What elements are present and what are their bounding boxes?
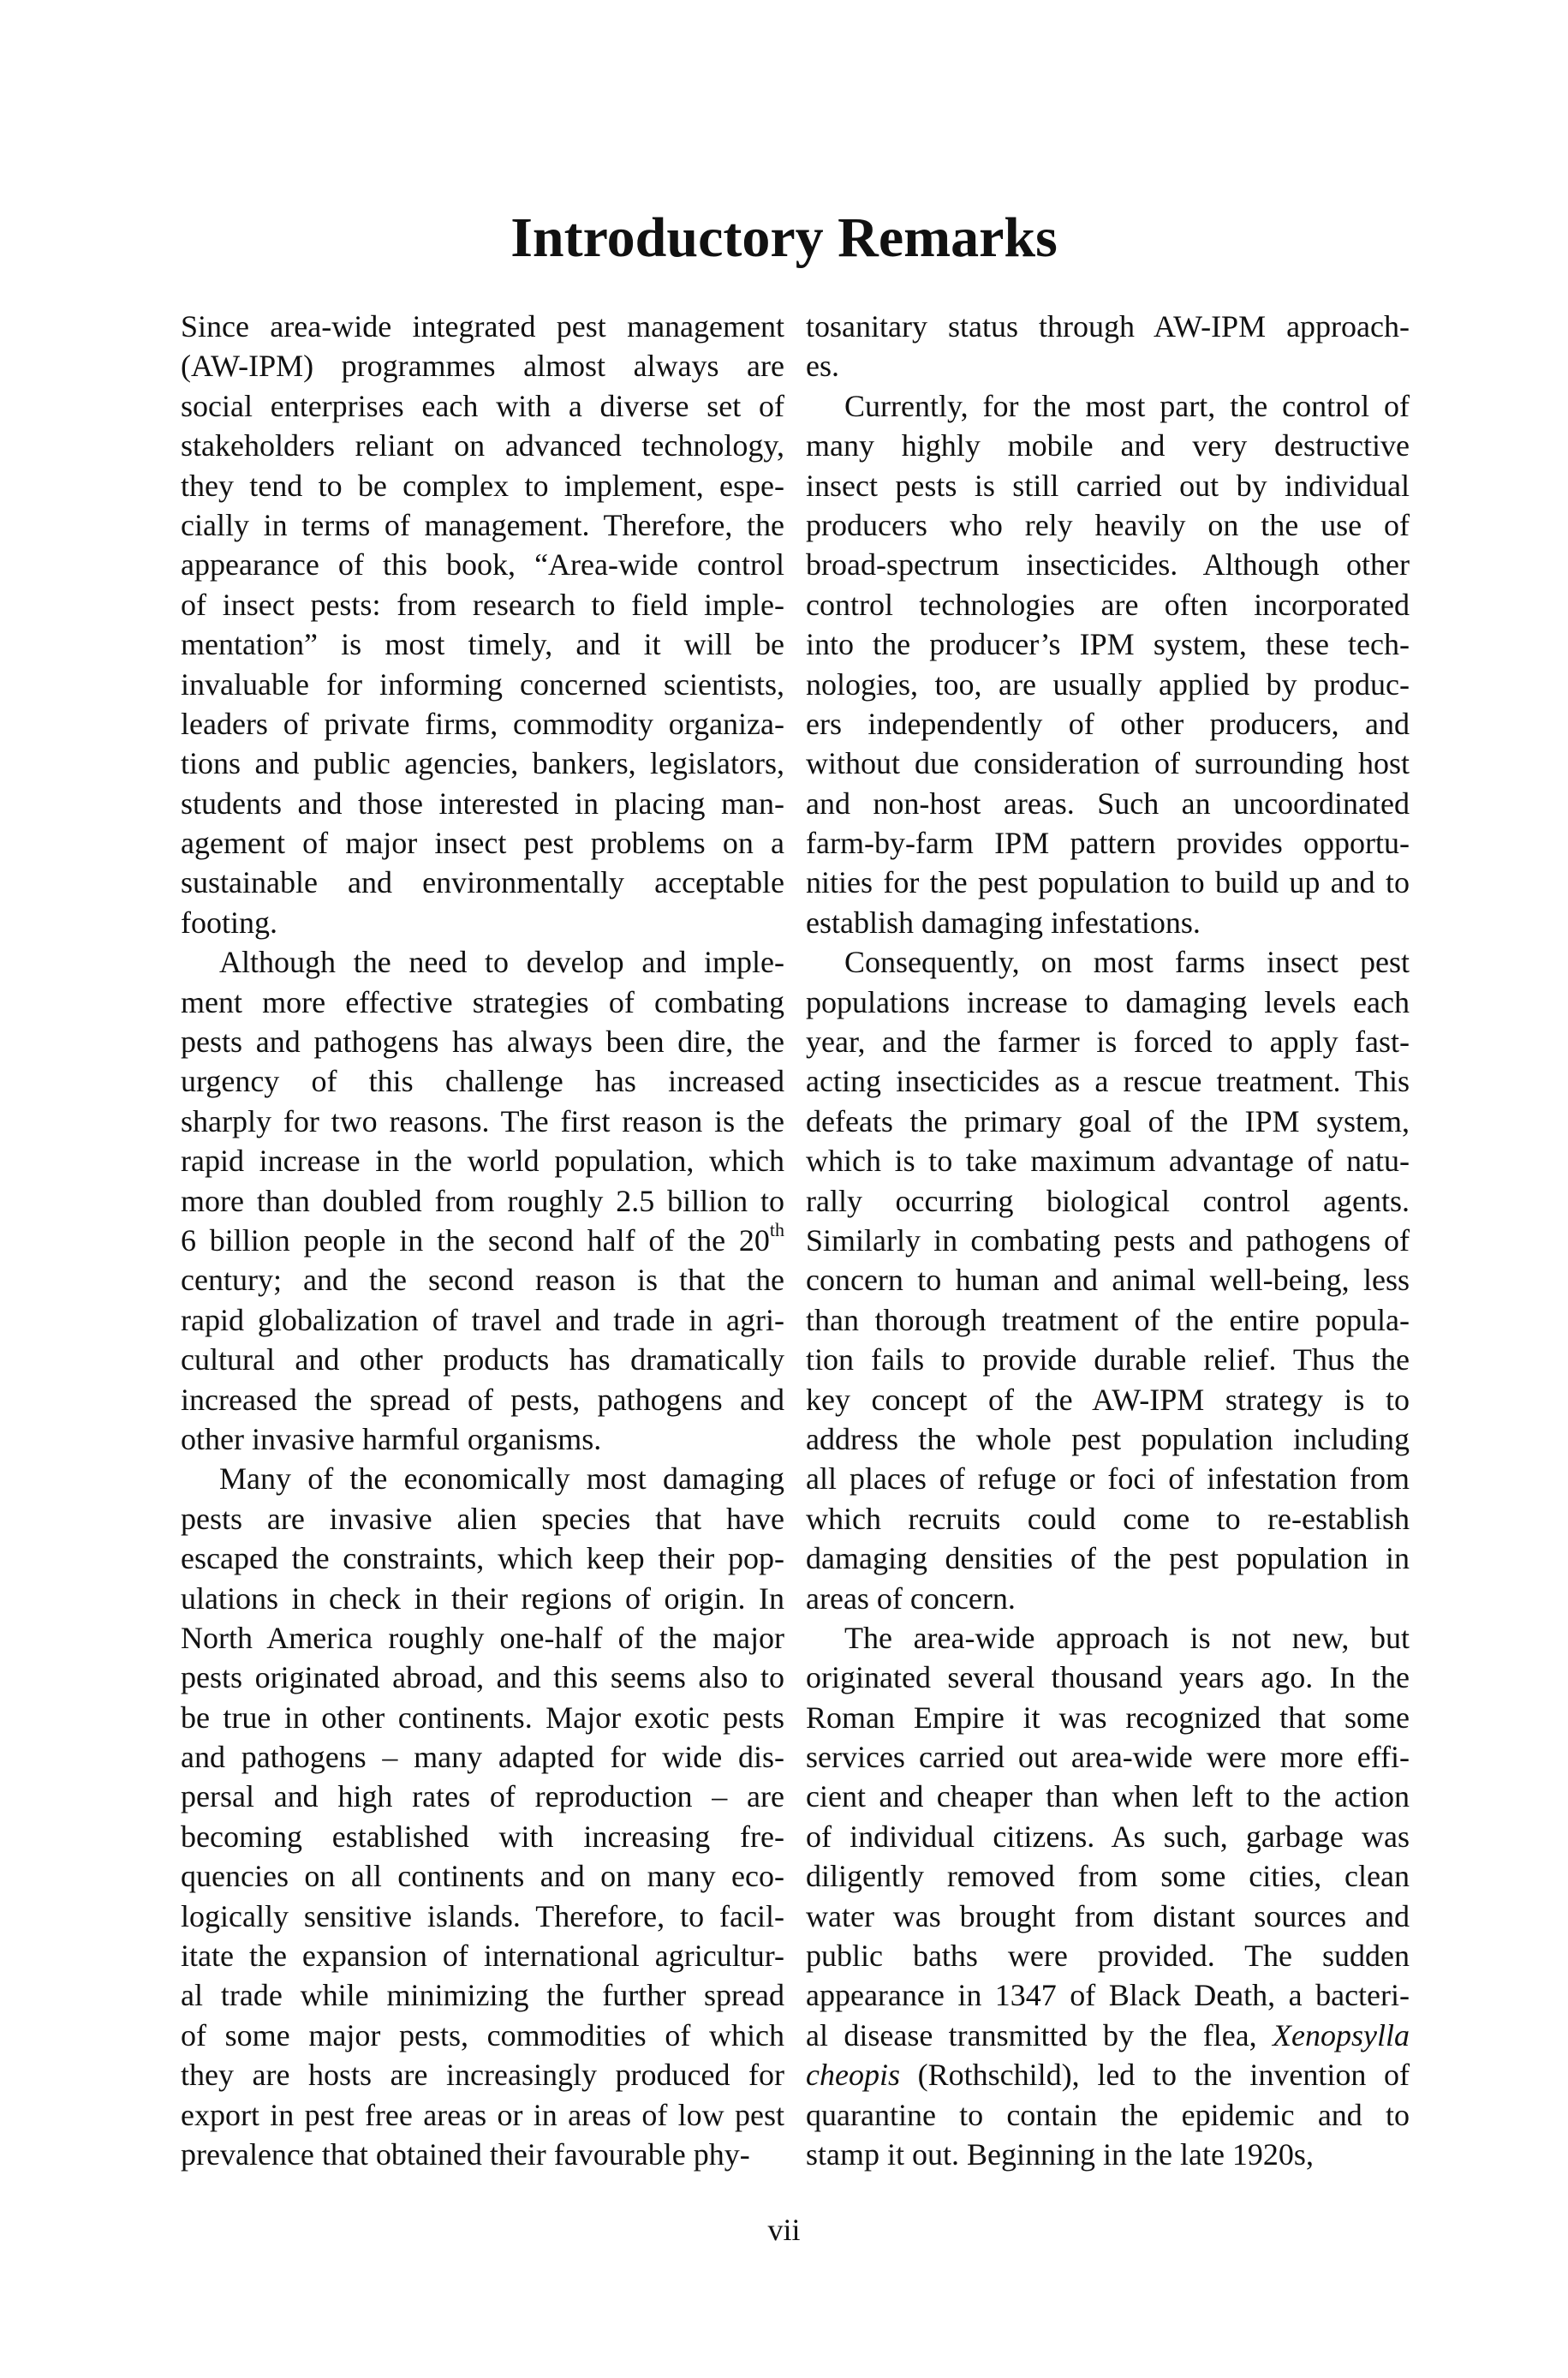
text-line: Currently, for the most part, the control of — [844, 388, 1410, 423]
text-line: appearance in 1347 of Black Death, a bacteri- — [806, 1978, 1410, 2013]
text-line: areas of concern. — [806, 1580, 1016, 1616]
text-line: address the whole pest population including — [806, 1421, 1410, 1456]
text-line: Similarly in combating pests and pathogens of — [806, 1222, 1410, 1258]
paragraph — [806, 1618, 1410, 2174]
text-line: nologies, too, are usually applied by produc- — [806, 666, 1410, 702]
text-line: defeats the primary goal of the IPM system, — [806, 1103, 1410, 1138]
paragraph — [181, 942, 784, 1459]
text-line: stamp it out. Beginning in the late 1920s, — [806, 2136, 1314, 2172]
text-line: al trade while minimizing the further spread — [181, 1978, 784, 2013]
paragraph — [806, 386, 1410, 942]
text-line: sharply for two reasons. The first reason is the — [181, 1103, 784, 1138]
text-line: export in pest free areas or in areas of low pest — [181, 2097, 784, 2132]
paragraph — [181, 1459, 784, 2174]
text-line: without due consideration of surrounding host — [806, 746, 1410, 781]
superscript: th — [769, 1218, 784, 1240]
text-line: more than doubled from roughly 2.5 billion to — [181, 1183, 784, 1218]
text-line: of individual citizens. As such, garbage was — [806, 1819, 1410, 1854]
text-line: The area-wide approach is not new, but — [844, 1620, 1410, 1655]
text-line: (AW-IPM) programmes almost always are — [181, 349, 784, 384]
text-line: urgency of this challenge has increased — [181, 1064, 784, 1099]
text-line: all places of refuge or foci of infestation from — [806, 1461, 1410, 1497]
text-line: ulations in check in their regions of origin. In — [181, 1580, 784, 1616]
text-line: invaluable for informing concerned scientists, — [181, 666, 784, 702]
text-line: social enterprises each with a diverse set of — [181, 388, 784, 423]
text-line: stakeholders reliant on advanced technology, — [181, 428, 784, 463]
text-line: tion fails to provide durable relief. Thus the — [806, 1342, 1410, 1377]
text-line: rapid globalization of travel and trade in agri- — [181, 1302, 784, 1337]
text-line: control technologies are often incorporated — [806, 587, 1410, 622]
text-line: originated several thousand years ago. In the — [806, 1660, 1410, 1695]
text-line: ment more effective strategies of combating — [181, 984, 784, 1019]
text-line: itate the expansion of international agricultur- — [181, 1939, 784, 1974]
text-line: pests originated abroad, and this seems also to — [181, 1660, 784, 1695]
text-line: which recruits could come to re-establish — [806, 1501, 1410, 1536]
text-line: cheopis (Rothschild), led to the invention of — [806, 2058, 1410, 2093]
text-line: other invasive harmful organisms. — [181, 1421, 602, 1456]
text-line: pests are invasive alien species that have — [181, 1501, 784, 1536]
text-line: cient and cheaper than when left to the action — [806, 1779, 1410, 1814]
text-line: North America roughly one-half of the major — [181, 1620, 784, 1655]
text-line: tions and public agencies, bankers, legislators, — [181, 746, 784, 781]
right-column — [806, 307, 1410, 2174]
text-line: diligently removed from some cities, clean — [806, 1859, 1410, 1894]
text-line: year, and the farmer is forced to apply fast- — [806, 1025, 1410, 1060]
text-line: persal and high rates of reproduction – are — [181, 1779, 784, 1814]
text-line: public baths were provided. The sudden — [806, 1939, 1410, 1974]
text-line: rally occurring biological control agents. — [806, 1183, 1410, 1218]
text-line: they tend to be complex to implement, espe- — [181, 468, 784, 503]
species-name: cheopis — [806, 2058, 900, 2093]
text-line: concern to human and animal well-being, less — [806, 1263, 1410, 1298]
text-line: rapid increase in the world population, which — [181, 1144, 784, 1179]
text-line: of insect pests: from research to field imple- — [181, 587, 784, 622]
text-line: agement of major insect pest problems on a — [181, 826, 784, 861]
text-line: al disease transmitted by the flea, Xenopsylla — [806, 2017, 1410, 2052]
text-line: cially in terms of management. Therefore, the — [181, 507, 784, 542]
text-line: es. — [806, 349, 839, 384]
text-line: producers who rely heavily on the use of — [806, 507, 1410, 542]
text-line: be true in other continents. Major exotic pests — [181, 1700, 784, 1735]
text-line: ers independently of other producers, and — [806, 706, 1410, 741]
text-line: quencies on all continents and on many eco- — [181, 1859, 784, 1894]
text-line: Many of the economically most damaging — [219, 1461, 784, 1497]
text-line: water was brought from distant sources and — [806, 1898, 1410, 1933]
text-line: cultural and other products has dramatically — [181, 1342, 784, 1377]
text-line: sustainable and environmentally acceptable — [181, 865, 784, 900]
text-line: many highly mobile and very destructive — [806, 428, 1410, 463]
paragraph — [806, 307, 1410, 386]
text-line: key concept of the AW-IPM strategy is to — [806, 1382, 1410, 1417]
text-line: and pathogens – many adapted for wide dis- — [181, 1740, 784, 1775]
page-number: vii — [767, 2213, 801, 2247]
text-line: 6 billion people in the second half of the 20th — [181, 1218, 784, 1258]
text-line: Although the need to develop and imple- — [219, 945, 784, 980]
text-line: quarantine to contain the epidemic and to — [806, 2097, 1410, 2132]
text-line: tosanitary status through AW-IPM approach- — [806, 309, 1410, 344]
text-line: pests and pathogens has always been dire, the — [181, 1025, 784, 1060]
paragraph — [181, 307, 784, 942]
text-line: into the producer’s IPM system, these tech- — [806, 627, 1410, 662]
text-line: mentation” is most timely, and it will be — [181, 627, 784, 662]
text-line: appearance of this book, “Area-wide control — [181, 547, 784, 583]
text-line: Roman Empire it was recognized that some — [806, 1700, 1410, 1735]
text-line: populations increase to damaging levels each — [806, 984, 1410, 1019]
text-line: leaders of private firms, commodity organiza- — [181, 706, 784, 741]
text-line: establish damaging infestations. — [806, 905, 1201, 940]
text-line: prevalence that obtained their favourable phy- — [181, 2136, 750, 2172]
text-line: Since area-wide integrated pest management — [181, 309, 784, 344]
text-line: escaped the constraints, which keep their pop- — [181, 1541, 784, 1576]
text-line: they are hosts are increasingly produced for — [181, 2058, 784, 2093]
text-line: nities for the pest population to build up and to — [806, 865, 1410, 900]
page-title: Introductory Remarks — [510, 206, 1058, 269]
text-line: services carried out area-wide were more effi- — [806, 1740, 1410, 1775]
text-line: century; and the second reason is that the — [181, 1263, 784, 1298]
text-line: of some major pests, commodities of which — [181, 2017, 784, 2052]
text-line: Consequently, on most farms insect pest — [844, 945, 1410, 980]
text-line: becoming established with increasing fre- — [181, 1819, 784, 1854]
text-line: and non-host areas. Such an uncoordinated — [806, 786, 1410, 821]
text-line: footing. — [181, 905, 277, 940]
left-column — [181, 307, 784, 2174]
text-line: than thorough treatment of the entire popula- — [806, 1302, 1410, 1337]
text-line: acting insecticides as a rescue treatment. This — [806, 1064, 1410, 1099]
text-line: farm-by-farm IPM pattern provides opportu- — [806, 826, 1410, 861]
text-line: insect pests is still carried out by individual — [806, 468, 1410, 503]
text-line: students and those interested in placing man- — [181, 786, 784, 821]
text-line: increased the spread of pests, pathogens and — [181, 1382, 784, 1417]
paragraph — [806, 942, 1410, 1618]
text-line: damaging densities of the pest population in — [806, 1541, 1410, 1576]
text-line: logically sensitive islands. Therefore, to facil- — [181, 1898, 784, 1933]
text-line: broad-spectrum insecticides. Although other — [806, 547, 1410, 583]
species-name: Xenopsylla — [1273, 2017, 1410, 2052]
text-line: which is to take maximum advantage of natu- — [806, 1144, 1410, 1179]
